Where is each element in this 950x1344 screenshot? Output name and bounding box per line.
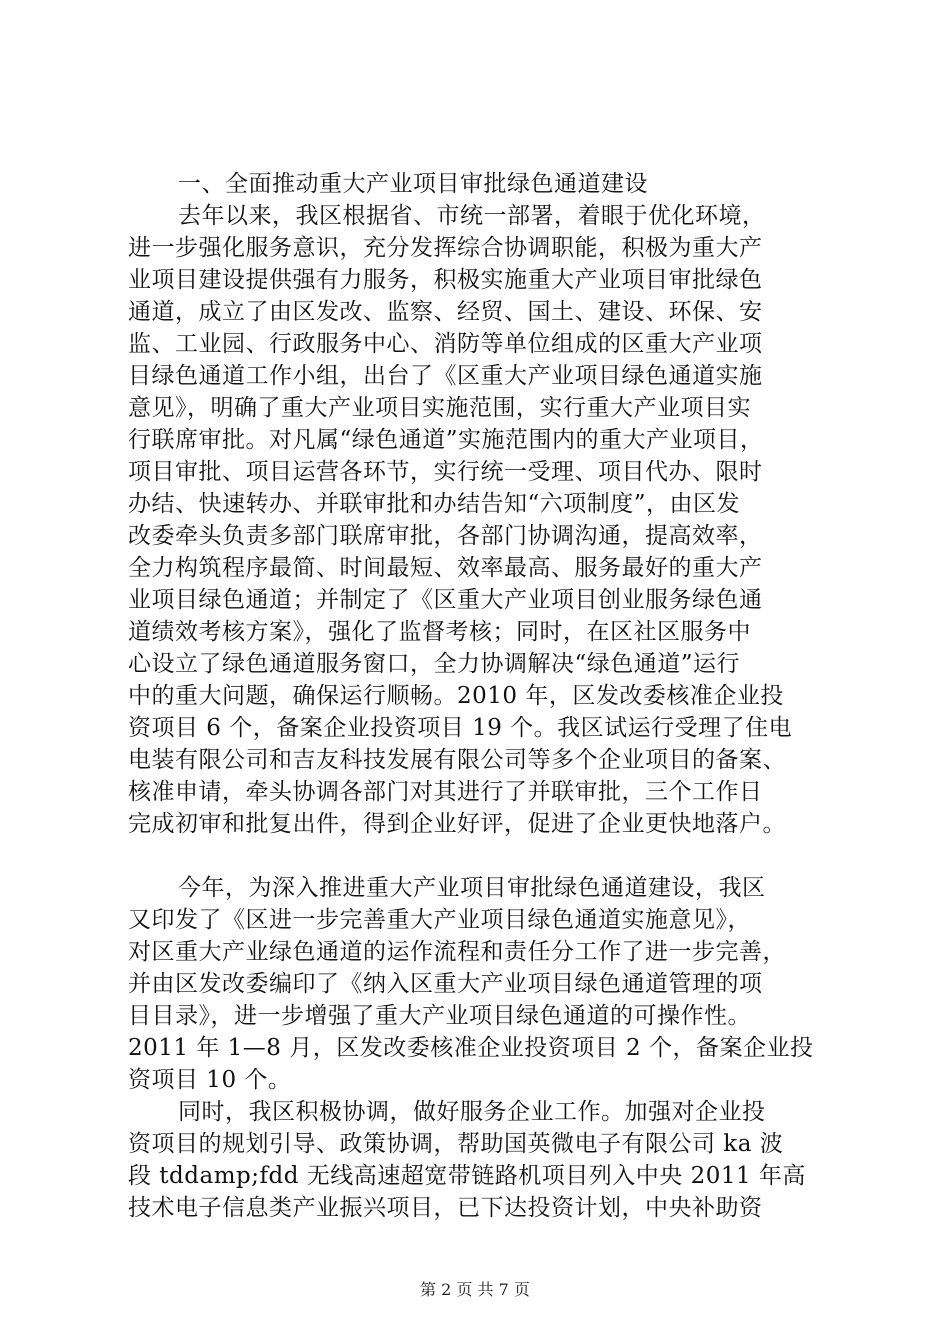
document-body <box>128 168 836 1224</box>
text-line: 完成初审和批复出件，得到企业好评，促进了企业更快地落户。 <box>128 811 786 837</box>
text-line: 中的重大问题，确保运行顺畅。2010 年，区发改委核准企业投 <box>128 683 784 709</box>
text-line: 意见》，明确了重大产业项目实施范围，实行重大产业项目实 <box>128 395 751 421</box>
text-line: 改委牵头负责多部门联席审批，各部门协调沟通，提高效率， <box>128 523 763 549</box>
section-heading: 一、全面推动重大产业项目审批绿色通道建设 <box>178 171 648 197</box>
page-number-footer: 第 2 页 共 7 页 <box>420 1280 530 1299</box>
text-line: 项目审批、项目运营各环节，实行统一受理、项目代办、限时 <box>128 459 763 485</box>
text-line: 技术电子信息类产业振兴项目，已下达投资计划，中央补助资 <box>128 1195 763 1221</box>
paragraph-2 <box>128 872 836 1096</box>
text-line: 同时，我区积极协调，做好服务企业工作。加强对企业投 <box>178 1099 766 1125</box>
text-line: 通道，成立了由区发改、监察、经贸、国土、建设、环保、安 <box>128 299 763 325</box>
text-line: 目绿色通道工作小组，出台了《区重大产业项目绿色通道实施 <box>128 363 763 389</box>
text-line: 核准申请，牵头协调各部门对其进行了并联审批，三个工作日 <box>128 779 763 805</box>
text-line: 并由区发改委编印了《纳入区重大产业项目绿色通道管理的项 <box>128 971 763 997</box>
text-line: 对区重大产业绿色通道的运作流程和责任分工作了进一步完善， <box>128 939 786 965</box>
text-line: 2011 年 1—8 月，区发改委核准企业投资项目 2 个，备案企业投 <box>128 1035 814 1061</box>
text-line: 监、工业园、行政服务中心、消防等单位组成的区重大产业项 <box>128 331 763 357</box>
text-line: 办结、快速转办、并联审批和办结告知“六项制度”，由区发 <box>128 491 741 517</box>
text-line: 电装有限公司和吉友科技发展有限公司等多个企业项目的备案、 <box>128 747 786 773</box>
text-line: 资项目 6 个，备案企业投资项目 19 个。我区试运行受理了住电 <box>128 715 793 741</box>
text-line: 资项目的规划引导、政策协调，帮助国英微电子有限公司 ka 波 <box>128 1131 784 1157</box>
paragraph-3 <box>128 1096 836 1224</box>
text-line: 今年，为深入推进重大产业项目审批绿色通道建设，我区 <box>178 875 766 901</box>
paragraph-spacer <box>128 840 836 872</box>
text-line: 道绩效考核方案》，强化了监督考核；同时，在区社区服务中 <box>128 619 751 645</box>
text-line: 心设立了绿色通道服务窗口，全力协调解决“绿色通道”运行 <box>128 651 741 677</box>
text-line: 目目录》，进一步增强了重大产业项目绿色通道的可操作性。 <box>128 1003 751 1029</box>
text-line: 去年以来，我区根据省、市统一部署，着眼于优化环境， <box>178 203 766 229</box>
text-line: 业项目绿色通道；并制定了《区重大产业项目创业服务绿色通 <box>128 587 763 613</box>
text-line: 又印发了《区进一步完善重大产业项目绿色通道实施意见》， <box>128 907 751 933</box>
text-line: 行联席审批。对凡属“绿色通道”实施范围内的重大产业项目， <box>128 427 764 453</box>
paragraph-1 <box>128 200 836 840</box>
text-line: 进一步强化服务意识，充分发挥综合协调职能，积极为重大产 <box>128 235 763 261</box>
text-line: 全力构筑程序最简、时间最短、效率最高、服务最好的重大产 <box>128 555 763 581</box>
text-line: 业项目建设提供强有力服务，积极实施重大产业项目审批绿色 <box>128 267 763 293</box>
text-line: 段 tddamp;fdd 无线高速超宽带链路机项目列入中央 2011 年高 <box>128 1163 806 1189</box>
text-line: 资项目 10 个。 <box>128 1067 292 1093</box>
